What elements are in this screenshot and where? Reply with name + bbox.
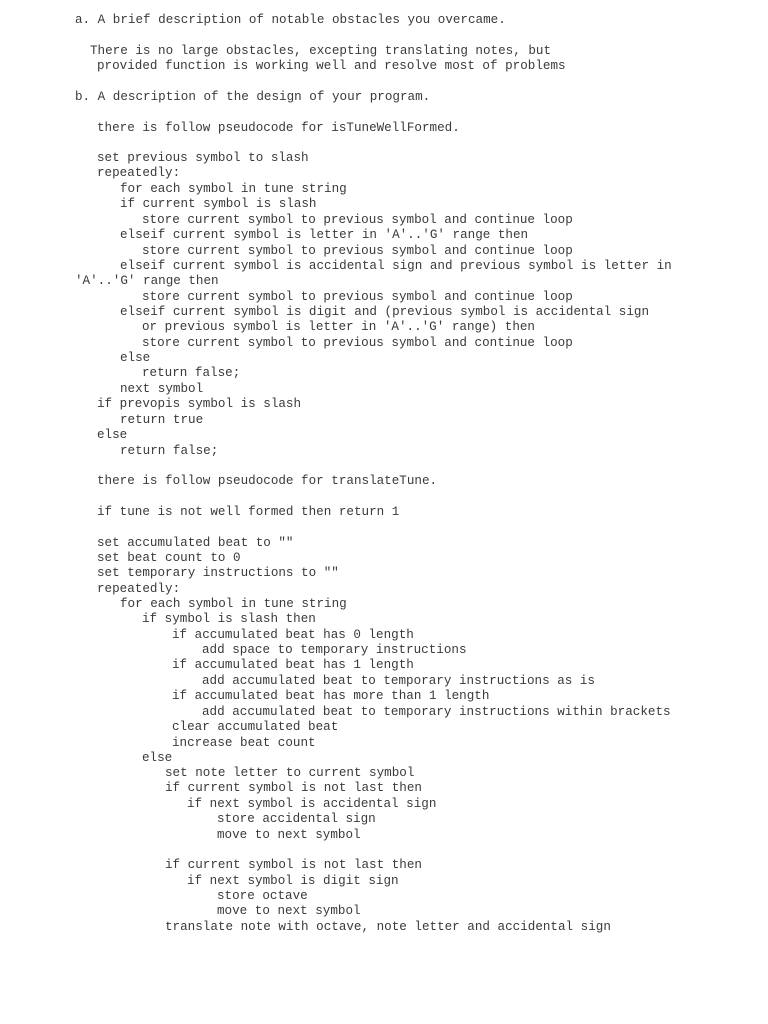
code-line: set beat count to 0	[97, 551, 241, 565]
code-line: for each symbol in tune string	[120, 597, 347, 611]
code-line: set note letter to current symbol	[165, 766, 415, 780]
code-line: elseif current symbol is digit and (previous symbol is accidental sign	[120, 305, 650, 319]
code-line: else	[120, 351, 151, 365]
code-line: repeatedly:	[97, 166, 181, 180]
code-line: else	[142, 751, 173, 765]
code-line: set accumulated beat to ""	[97, 536, 294, 550]
code-line: elseif current symbol is accidental sign and previous symbol is letter in	[120, 259, 672, 273]
code-line: for each symbol in tune string	[120, 182, 347, 196]
code-line: repeatedly:	[97, 582, 181, 596]
code-line: store octave	[217, 889, 308, 903]
code-line: store accidental sign	[217, 812, 376, 826]
code-line: if current symbol is not last then	[165, 858, 422, 872]
code-line: store current symbol to previous symbol and continue loop	[142, 336, 573, 350]
paragraph-line: provided function is working well and resolve most of problems	[97, 59, 566, 73]
code-line: set previous symbol to slash	[97, 151, 309, 165]
code-line: if prevopis symbol is slash	[97, 397, 302, 411]
code-line: increase beat count	[172, 736, 316, 750]
section-b-heading: b. A description of the design of your program.	[75, 90, 431, 104]
code-line: return false;	[120, 444, 219, 458]
code-line: if accumulated beat has more than 1 length	[172, 689, 490, 703]
code-line: add accumulated beat to temporary instructions within brackets	[202, 705, 671, 719]
code-line: add accumulated beat to temporary instructions as is	[202, 674, 595, 688]
code-line: if tune is not well formed then return 1	[97, 505, 400, 519]
code-line: if next symbol is digit sign	[187, 874, 399, 888]
code-line: return false;	[142, 366, 241, 380]
code-line: store current symbol to previous symbol and continue loop	[142, 244, 573, 258]
code-line: elseif current symbol is letter in 'A'..'G' range then	[120, 228, 529, 242]
code-line: move to next symbol	[217, 828, 361, 842]
code-line: if next symbol is accidental sign	[187, 797, 437, 811]
code-line: store current symbol to previous symbol and continue loop	[142, 290, 573, 304]
code-line: else	[97, 428, 128, 442]
code-line: if current symbol is not last then	[165, 781, 422, 795]
code-line: move to next symbol	[217, 904, 361, 918]
code-line: if accumulated beat has 0 length	[172, 628, 414, 642]
code-line: next symbol	[120, 382, 204, 396]
code-line: 'A'..'G' range then	[75, 274, 219, 288]
code-line: if symbol is slash then	[142, 612, 316, 626]
code-line: return true	[120, 413, 204, 427]
paragraph-line: there is follow pseudocode for isTuneWellFormed.	[97, 121, 460, 135]
code-line: add space to temporary instructions	[202, 643, 467, 657]
code-line: set temporary instructions to ""	[97, 566, 339, 580]
code-line: or previous symbol is letter in 'A'..'G' range) then	[142, 320, 535, 334]
section-a-heading: a. A brief description of notable obstacles you overcame.	[75, 13, 506, 27]
code-line: translate note with octave, note letter and accidental sign	[165, 920, 611, 934]
paragraph-line: there is follow pseudocode for translateTune.	[97, 474, 438, 488]
paragraph-line: There is no large obstacles, excepting translating notes, but	[90, 44, 552, 58]
code-line: store current symbol to previous symbol and continue loop	[142, 213, 573, 227]
code-line: if accumulated beat has 1 length	[172, 658, 414, 672]
code-line: if current symbol is slash	[120, 197, 317, 211]
code-line: clear accumulated beat	[172, 720, 339, 734]
